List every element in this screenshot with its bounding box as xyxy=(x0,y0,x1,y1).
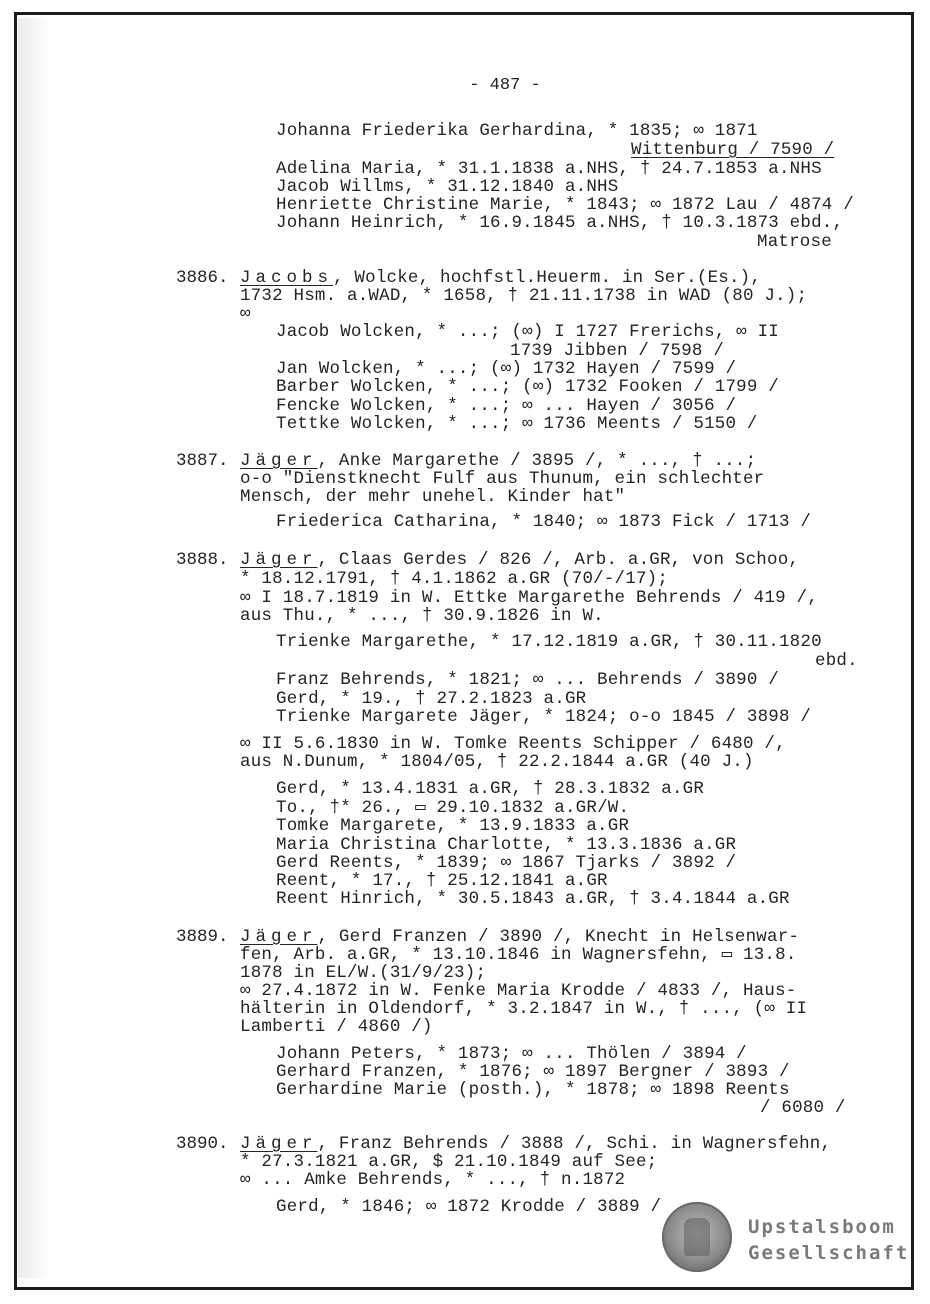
child-line: Jacob Wolcken, * ...; (∞) I 1727 Frerichs, ∞ II xyxy=(276,322,779,342)
entry-line: 1878 in EL/W.(31/9/23); xyxy=(240,963,487,983)
family-name: Jacobs xyxy=(240,268,334,288)
child-line: Maria Christina Charlotte, * 13.3.1836 a.GR xyxy=(276,835,737,855)
entry-line: * 18.12.1791, † 4.1.1862 a.GR (70/-/17); xyxy=(240,569,669,589)
entry-header-text: , Claas Gerdes / 826 /, Arb. a.GR, von Schoo, xyxy=(317,550,800,570)
child-line: 1739 Jibben / 7598 / xyxy=(510,341,725,361)
child-line: ebd. xyxy=(815,651,858,671)
entry-line: Henriette Christine Marie, * 1843; ∞ 1872 Lau / 4874 / xyxy=(276,195,854,215)
family-name: Jäger xyxy=(240,550,318,570)
entry-line: Wittenburg / 7590 / xyxy=(631,140,835,160)
child-line: Gerd, * 13.4.1831 a.GR, † 28.3.1832 a.GR xyxy=(276,779,705,799)
family-name: Jäger xyxy=(240,451,318,471)
entry-line: ∞ I 18.7.1819 in W. Ettke Margarethe Behrends / 419 /, xyxy=(240,588,818,608)
entry-header xyxy=(240,551,799,569)
page-number: - 487 - xyxy=(469,76,541,95)
entry-line: 1732 Hsm. a.WAD, * 1658, † 21.11.1738 in WAD (80 J.); xyxy=(240,286,808,306)
entry-header-text: , Gerd Franzen / 3890 /, Knecht in Helsenwar- xyxy=(317,927,800,947)
child-line: Gerd, * 19., † 27.2.1823 a.GR xyxy=(276,689,587,709)
child-line: Reent Hinrich, * 30.5.1843 a.GR, † 3.4.1844 a.GR xyxy=(276,889,790,909)
child-line: Franz Behrends, * 1821; ∞ ... Behrends / 3890 / xyxy=(276,670,779,690)
entry-line: Adelina Maria, * 31.1.1838 a.NHS, † 24.7.1853 a.NHS xyxy=(276,159,822,179)
child-line: / 6080 / xyxy=(760,1098,846,1118)
entry-number: 3888. xyxy=(176,550,229,570)
entry-header-text: , Anke Margarethe / 3895 /, * ..., † ...; xyxy=(317,451,757,471)
entry-line: ∞ ... Amke Behrends, * ..., † n.1872 xyxy=(240,1170,626,1190)
child-line: Trienke Margarethe, * 17.12.1819 a.GR, † 30.11.1820 xyxy=(276,632,822,652)
entry-line: Johanna Friederika Gerhardina, * 1835; ∞ 1871 xyxy=(276,121,758,141)
child-line: Fencke Wolcken, * ...; ∞ ... Hayen / 3056 / xyxy=(276,396,737,416)
entry-header-text: , Wolcke, hochfstl.Heuerm. in Ser.(Es.), xyxy=(333,268,762,288)
entry-header xyxy=(240,928,799,946)
entry-number: 3890. xyxy=(176,1134,229,1154)
entry-number: 3886. xyxy=(176,268,229,288)
entry-line: ∞ xyxy=(240,304,251,324)
entry-line: Jacob Willms, * 31.12.1840 a.NHS xyxy=(276,177,619,197)
entry-line: ∞ 27.4.1872 in W. Fenke Maria Krodde / 4833 /, Haus- xyxy=(240,981,797,1001)
logo-text-line2: Gesellschaft xyxy=(748,1242,910,1264)
entry-line: ∞ II 5.6.1830 in W. Tomke Reents Schipper / 6480 /, xyxy=(240,734,786,754)
entry-header-text: , Franz Behrends / 3888 /, Schi. in Wagnersfehn, xyxy=(317,1134,832,1154)
child-line: Jan Wolcken, * ...; (∞) 1732 Hayen / 7599 / xyxy=(276,359,737,379)
entry-header xyxy=(240,452,756,470)
child-line: Trienke Margarete Jäger, * 1824; o-o 1845 / 3898 / xyxy=(276,707,812,727)
entry-line: aus Thu., * ..., † 30.9.1826 in W. xyxy=(240,606,604,626)
child-line: Gerd Reents, * 1839; ∞ 1867 Tjarks / 3892 / xyxy=(276,853,737,873)
child-line: Tettke Wolcken, * ...; ∞ 1736 Meents / 5150 / xyxy=(276,414,758,434)
child-line: Gerhardine Marie (posth.), * 1878; ∞ 1898 Reents xyxy=(276,1080,790,1100)
entry-line: aus N.Dunum, * 1804/05, † 22.2.1844 a.GR (40 J.) xyxy=(240,752,754,772)
entry-line: o-o "Dienstknecht Fulf aus Thunum, ein schlechter xyxy=(240,469,765,489)
child-line: Barber Wolcken, * ...; (∞) 1732 Fooken / 1799 / xyxy=(276,377,779,397)
child-line: Gerd, * 1846; ∞ 1872 Krodde / 3889 / xyxy=(276,1197,662,1217)
entry-number: 3889. xyxy=(176,927,229,947)
family-name: Jäger xyxy=(240,1134,318,1154)
child-line: Friederica Catharina, * 1840; ∞ 1873 Fick / 1713 / xyxy=(276,512,812,532)
entry-line: Lamberti / 4860 /) xyxy=(240,1017,433,1037)
entry-line: fen, Arb. a.GR, * 13.10.1846 in Wagnersfehn, ▭ 13.8. xyxy=(240,945,797,965)
entry-line: Mensch, der mehr unehel. Kinder hat" xyxy=(240,487,626,507)
child-line: To., †* 26., ▭ 29.10.1832 a.GR/W. xyxy=(276,798,630,818)
entry-line: hälterin in Oldendorf, * 3.2.1847 in W., † ..., (∞ II xyxy=(240,999,808,1019)
entry-number: 3887. xyxy=(176,451,229,471)
child-line: Gerhard Franzen, * 1876; ∞ 1897 Bergner / 3893 / xyxy=(276,1062,790,1082)
upstalsboom-logo xyxy=(662,1202,922,1274)
logo-text-line1: Upstalsboom xyxy=(748,1216,896,1238)
entry-line: Johann Heinrich, * 16.9.1845 a.NHS, † 10.3.1873 ebd., xyxy=(276,213,844,233)
seal-icon xyxy=(662,1202,732,1272)
child-line: Johann Peters, * 1873; ∞ ... Thölen / 3894 / xyxy=(276,1044,747,1064)
entry-header xyxy=(240,1135,831,1153)
entry-line: Matrose xyxy=(757,232,832,252)
child-line: Tomke Margarete, * 13.9.1833 a.GR xyxy=(276,816,630,836)
entry-header xyxy=(240,269,761,287)
family-name: Jäger xyxy=(240,927,318,947)
child-line: Reent, * 17., † 25.12.1841 a.GR xyxy=(276,871,608,891)
entry-line: * 27.3.1821 a.GR, $ 21.10.1849 auf See; xyxy=(240,1152,658,1172)
